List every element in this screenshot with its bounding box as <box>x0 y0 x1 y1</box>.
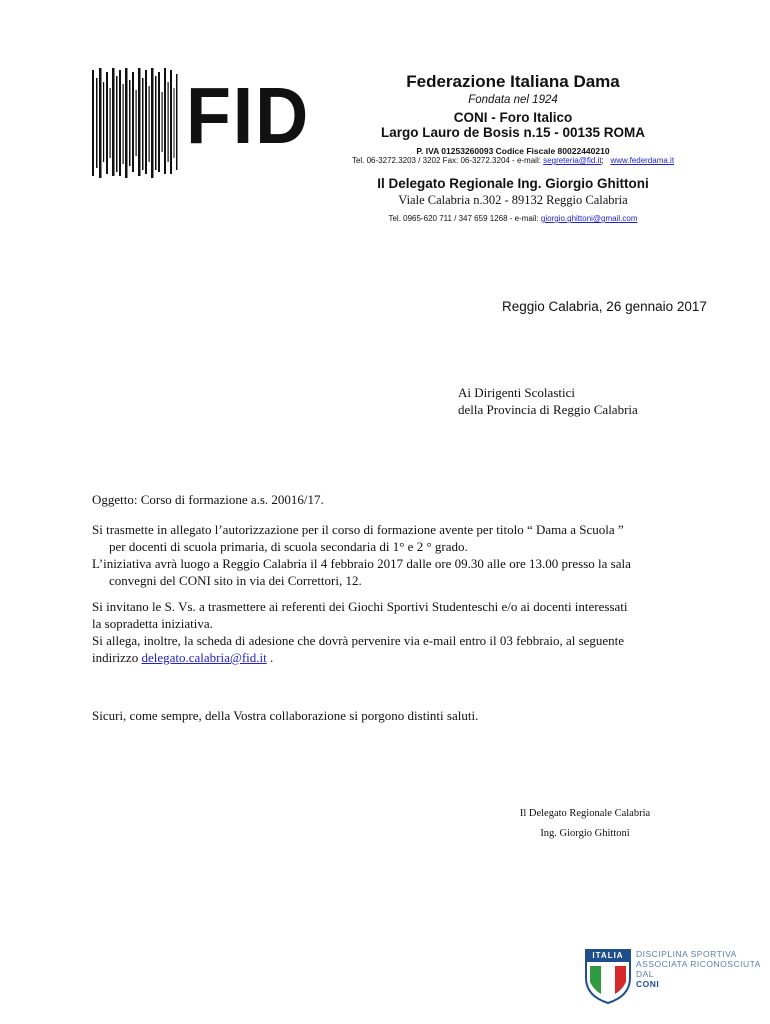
recipient-line: Ai Dirigenti Scolastici <box>458 385 575 400</box>
paragraph-line: Si allega, inoltre, la scheda di adesione che dovrà pervenire via e-mail entro il 03 febbraio, al seguente <box>92 633 625 648</box>
delegate-contacts-text: Tel. 0965-620 711 / 347 659 1268 - e-mail: <box>388 214 541 223</box>
paragraph-line: Si invitano le S. Vs. a trasmettere ai referenti dei Giochi Sportivi Studenteschi e/o ai docenti interessati <box>92 599 628 614</box>
paragraph-line: per docenti di scuola primaria, di scuola secondaria di 1° e 2 ° grado. <box>109 539 468 554</box>
badge-caption-line <box>636 969 761 989</box>
paragraph-line: convegni del CONI sito in via dei Correttori, 12. <box>109 573 362 588</box>
org-address: Largo Lauro de Bosis n.15 - 00135 ROMA <box>380 125 646 140</box>
signature-name: Ing. Giorgio Ghittoni <box>540 828 630 839</box>
delegate-contacts <box>300 214 726 223</box>
delegate-email-link[interactable]: giorgio.ghittoni@gmail.com <box>540 214 638 223</box>
fid-logo-text: FID <box>186 71 311 160</box>
delegate-address: Viale Calabria n.302 - 89132 Reggio Calabria <box>398 193 628 207</box>
fid-logo <box>92 68 311 178</box>
org-founded: Fondata nel 1924 <box>468 94 558 106</box>
paragraph-line: Si trasmette in allegato l’autorizzazione per il corso di formazione avente per titolo “ Dama a Scuola ” <box>92 522 624 537</box>
recipient-block <box>458 384 638 418</box>
paragraph-line: L’iniziativa avrà luogo a Reggio Calabria il 4 febbraio 2017 dalle ore 09.30 alle ore 13.00 presso la sala <box>92 556 631 571</box>
coni-brand: CONI <box>636 979 660 989</box>
org-email-link[interactable]: segreteria@fid.it <box>543 156 602 165</box>
badge-caption-prefix: DAL <box>636 969 655 979</box>
letter-date: Reggio Calabria, 26 gennaio 2017 <box>502 299 707 314</box>
org-tax-ids: P. IVA 01253260093 Codice Fiscale 80022440210 <box>416 146 610 156</box>
org-website-link[interactable]: www.federdama.it <box>610 156 675 165</box>
coni-italia-badge <box>584 948 632 1004</box>
org-name: Federazione Italiana Dama <box>406 72 620 91</box>
recipient-line: della Provincia di Reggio Calabria <box>458 402 638 417</box>
address-suffix: . <box>266 650 274 665</box>
delegate-title: Il Delegato Regionale Ing. Giorgio Ghittoni <box>377 176 649 191</box>
closing-paragraph: Sicuri, come sempre, della Vostra collaborazione si porgono distinti saluti. <box>92 708 479 723</box>
paragraph-2 <box>92 598 696 666</box>
badge-caption-line: DISCIPLINA SPORTIVA <box>636 949 737 959</box>
org-coni: CONI - Foro Italico <box>453 110 573 125</box>
paragraph-line: la sopradetta iniziativa. <box>92 616 213 631</box>
address-prefix: indirizzo <box>92 650 142 665</box>
org-contacts-text: Tel. 06-3272.3203 / 3202 Fax: 06-3272.3204 - e-mail: <box>351 156 544 165</box>
signature-role: Il Delegato Regionale Calabria <box>519 808 651 819</box>
contacts-separator: ; <box>601 156 604 165</box>
paragraph-1 <box>92 521 696 589</box>
badge-caption <box>636 949 761 989</box>
badge-caption-line: ASSOCIATA RICONOSCIUTA <box>636 959 761 969</box>
signature-block <box>470 804 700 844</box>
org-contacts <box>300 156 726 165</box>
badge-label: ITALIA <box>592 951 624 960</box>
delegate-calabria-email-link[interactable]: delegato.calabria@fid.it <box>141 650 267 665</box>
letter-subject: Oggetto: Corso di formazione a.s. 20016/17. <box>92 492 324 507</box>
paragraph-line <box>92 649 696 666</box>
